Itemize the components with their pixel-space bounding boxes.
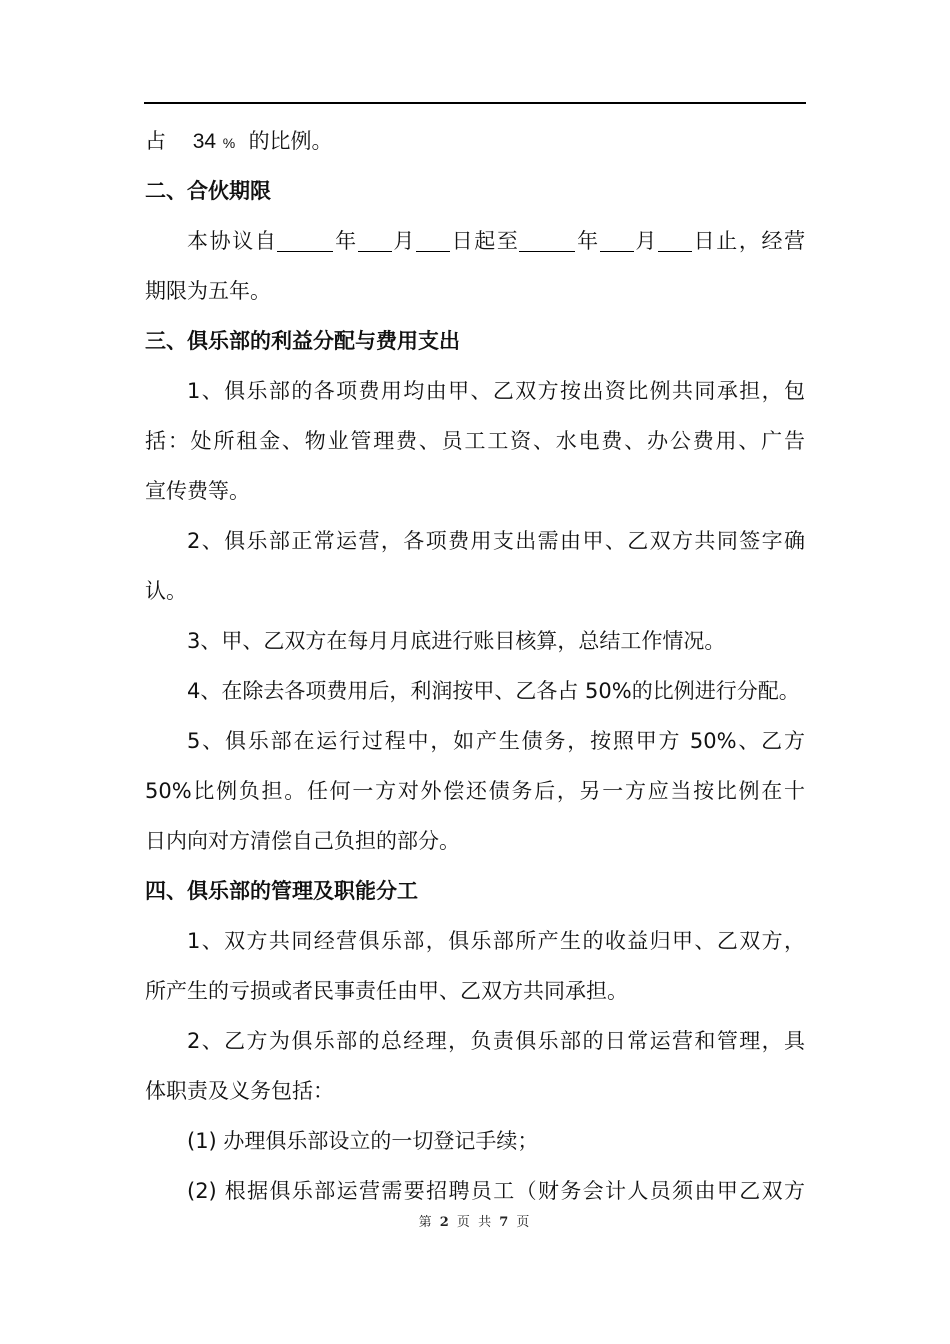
current-page-number: 2 (439, 1215, 451, 1230)
document-body (145, 116, 805, 1216)
paragraph-line: 日内向对方清偿自己负担的部分。 (145, 829, 460, 853)
footer-text: 第 (418, 1215, 434, 1230)
paragraph-line: 宣传费等。 (145, 479, 250, 503)
paragraph-line: 体职责及义务包括： (145, 1079, 334, 1103)
paragraph-line: 2、俱乐部正常运营，各项费用支出需由甲、乙双方共同签字确 (187, 529, 805, 553)
paragraph-line (145, 216, 805, 266)
footer-text: 共 (478, 1215, 494, 1230)
text: 本协议自 (187, 229, 278, 253)
text: 占 (145, 129, 166, 153)
section-heading: 四、俱乐部的管理及职能分工 (145, 879, 418, 903)
section-heading: 三、俱乐部的利益分配与费用支出 (145, 329, 460, 353)
percent-sign: % (222, 135, 236, 151)
paragraph-line: 3、甲、乙双方在每月月底进行账目核算，总结工作情况。 (187, 629, 726, 653)
page-footer (0, 1211, 950, 1230)
date-blank (277, 229, 333, 252)
paragraph-line: 50%比例负担。任何一方对外偿还债务后，另一方应当按比例在十 (145, 779, 805, 803)
ratio-value: 34 (192, 130, 217, 153)
paragraph-line: 期限为五年。 (145, 279, 271, 303)
text: 日起至 (449, 229, 520, 253)
paragraph-line: 认。 (145, 579, 187, 603)
paragraph-line: 2、乙方为俱乐部的总经理，负责俱乐部的日常运营和管理，具 (187, 1029, 805, 1053)
footer-text: 页 (456, 1215, 472, 1230)
text: 月 (633, 229, 658, 253)
list-item: (2) 根据俱乐部运营需要招聘员工（财务会计人员须由甲乙双方 (187, 1179, 805, 1203)
date-blank (600, 229, 634, 252)
paragraph-line: 5、俱乐部在运行过程中，如产生债务，按照甲方 50%、乙方 (187, 729, 805, 753)
paragraph-line (145, 116, 805, 166)
footer-text: 页 (516, 1215, 532, 1230)
date-blank (358, 229, 392, 252)
text: 年 (333, 229, 358, 253)
date-blank (658, 229, 692, 252)
paragraph-line: 括：处所租金、物业管理费、员工工资、水电费、办公费用、广告 (145, 429, 805, 453)
text: 日止，经营 (691, 229, 805, 253)
text: 月 (391, 229, 416, 253)
section-heading: 二、合伙期限 (145, 179, 271, 203)
date-blank (416, 229, 450, 252)
text: 的比例。 (248, 129, 333, 153)
date-blank (519, 229, 575, 252)
paragraph-line: 所产生的亏损或者民事责任由甲、乙双方共同承担。 (145, 979, 628, 1003)
header-rule (144, 102, 806, 104)
paragraph-line: 4、在除去各项费用后，利润按甲、乙各占 50%的比例进行分配。 (187, 679, 800, 703)
text: 年 (575, 229, 600, 253)
paragraph-line: 1、双方共同经营俱乐部，俱乐部所产生的收益归甲、乙双方， (187, 929, 805, 953)
paragraph-line: 1、俱乐部的各项费用均由甲、乙双方按出资比例共同承担，包 (187, 379, 805, 403)
list-item: (1) 办理俱乐部设立的一切登记手续； (187, 1129, 539, 1153)
total-page-count: 7 (499, 1215, 511, 1230)
